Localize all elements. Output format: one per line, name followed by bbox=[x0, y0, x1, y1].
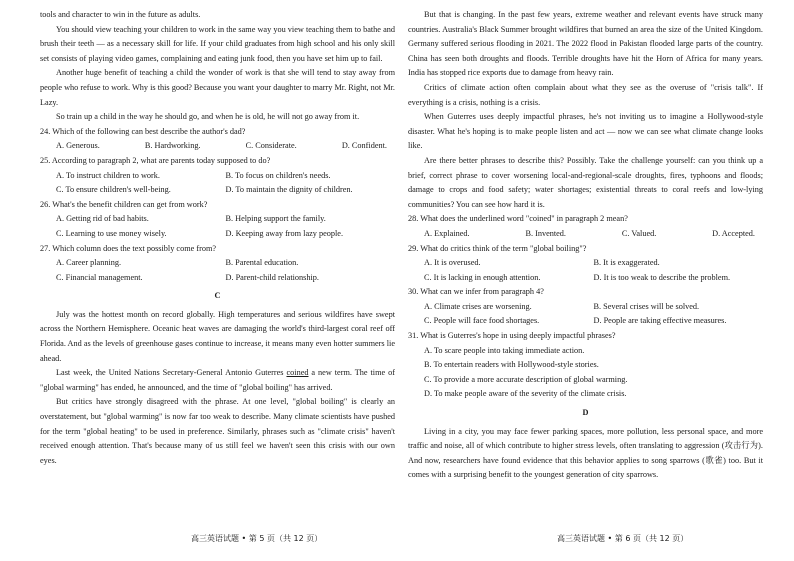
question-26 bbox=[40, 198, 395, 242]
paragraph: Living in a city, you may face fewer parking spaces, more pollution, less personal space, and more traffic and noise, all of which contribute to higher stress levels, often translating to aggression (攻击行为). And now, researchers have found evidence that this behavior applies to song sparrows (歌雀) too. But it comes with a surprising benefit to the youngest generation of city sparrows. bbox=[408, 426, 763, 480]
option-c: C. Valued. bbox=[621, 228, 657, 238]
page-footer-right: 高三英语试题 • 第 6 页（共 12 页） bbox=[557, 534, 689, 543]
page-footer-left: 高三英语试题 • 第 5 页（共 12 页） bbox=[191, 534, 323, 543]
option-d: D. People are taking effective measures. bbox=[593, 316, 727, 326]
options bbox=[40, 256, 395, 285]
question-stem: 27. Which column does the text possibly come from? bbox=[40, 243, 217, 253]
paragraph: So train up a child in the way he should go, and when he is old, he will not go away from it. bbox=[56, 112, 360, 122]
question-30 bbox=[408, 285, 763, 329]
left-column bbox=[40, 8, 395, 468]
option-b: B. Several crises will be solved. bbox=[593, 301, 700, 311]
paragraph: tools and character to win in the future as adults. bbox=[40, 10, 201, 19]
option-b: B. To entertain readers with Hollywood-style stories. bbox=[424, 360, 599, 370]
question-stem: 31. What is Guterres's hope in using deeply impactful phrases? bbox=[408, 331, 616, 341]
paragraph: But critics have strongly disagreed with the phrase. At one level, "global boiling" is clearly an overstatement, but "global warming" is now far too weak to describe. Many climate scientists have pushed for the term "global heating" to be used in preference. Similarly, phrases such as "climate crisis" haven't received enough attention. That's because many of us still feel we haven't seen this crisis with our own eyes. bbox=[40, 397, 395, 465]
section-heading-c: C bbox=[214, 291, 221, 301]
options bbox=[40, 169, 395, 198]
option-c: C. It is lacking in enough attention. bbox=[424, 272, 541, 282]
paragraph: Are there better phrases to describe this? Possibly. Take the challenge yourself: can you think up a brief, correct phrase to cover worsening local-and-regional-scale droughts, fires, typhoons and floods; damage to crops and food safety; water shortages; existential threats to coral reefs and low-lying communities? You can see how hard it is. bbox=[408, 155, 763, 209]
question-25 bbox=[40, 154, 395, 198]
option-d: D. Confident. bbox=[341, 141, 387, 151]
paragraph: But that is changing. In the past few years, extreme weather and relevant events have struck many countries. Australia's Black Summer brought wildfires that burned an area the size of the United Kingdom. Germany suffered serious flooding in 2021. The 2022 flood in Pakistan flooded large parts of the country. China has seen both droughts and floods. Terrible droughts have hit the Horn of Africa for many years. India has stopped rice exports due to damage from heavy rain. bbox=[408, 10, 763, 78]
question-31 bbox=[408, 329, 763, 402]
question-stem: 28. What does the underlined word "coined" in paragraph 2 mean? bbox=[408, 214, 628, 224]
option-a: A. Explained. bbox=[424, 228, 470, 238]
option-a: A. Career planning. bbox=[56, 258, 122, 268]
question-stem: 29. What do critics think of the term "global boiling"? bbox=[408, 243, 587, 253]
option-b: B. It is exaggerated. bbox=[593, 258, 660, 268]
option-c: C. Financial management. bbox=[56, 272, 143, 282]
option-d: D. Keeping away from lazy people. bbox=[225, 228, 344, 238]
option-a: A. Generous. bbox=[56, 141, 100, 151]
question-24 bbox=[40, 125, 395, 154]
option-b: B. Hardworking. bbox=[144, 141, 201, 151]
option-d: D. To make people aware of the severity of the climate crisis. bbox=[424, 389, 627, 399]
option-c: C. To ensure children's well-being. bbox=[56, 185, 171, 195]
paragraph bbox=[40, 366, 395, 395]
paragraph: Critics of climate action often complain about what they see as the overuse of "crisis talk". If everything is a crisis, nothing is a crisis. bbox=[408, 82, 763, 107]
text-run: Last week, the United Nations Secretary-General Antonio Guterres bbox=[56, 368, 287, 378]
option-d: D. Parent-child relationship. bbox=[225, 272, 319, 282]
option-b: B. Parental education. bbox=[225, 258, 299, 268]
paragraph: You should view teaching your children to work in the same way you view teaching them to bathe and brush their teeth — as a necessary skill for life. If your child graduates from high school and his only skill set consists of playing video games, complaining and eating junk food, then you have set him up to fail. bbox=[40, 24, 395, 63]
option-d: D. It is too weak to describe the problem. bbox=[593, 272, 731, 282]
options bbox=[40, 139, 395, 154]
option-b: B. Helping support the family. bbox=[225, 214, 326, 224]
right-column bbox=[408, 8, 763, 483]
underlined-word: coined bbox=[286, 368, 309, 378]
option-a: A. To scare people into taking immediate action. bbox=[424, 345, 585, 355]
option-d: D. To maintain the dignity of children. bbox=[225, 185, 353, 195]
option-c: C. Learning to use money wisely. bbox=[56, 228, 167, 238]
question-stem: 30. What can we infer from paragraph 4? bbox=[408, 287, 544, 297]
option-c: C. People will face food shortages. bbox=[424, 316, 540, 326]
option-d: D. Accepted. bbox=[712, 228, 755, 238]
option-b: B. Invented. bbox=[525, 228, 566, 238]
paragraph: July was the hottest month on record globally. High temperatures and serious wildfires have swept across the Northern Hemisphere. Oceanic heat waves are damaging the world's third-largest coral reef off Florida. And as the levels of greenhouse gases continue to increase, it means many even hotter summers lie ahead. bbox=[40, 309, 395, 363]
text-run: a new term. The time of "global warming" has ended, he announced, and the time of "global boiling" has arrived. bbox=[40, 368, 395, 392]
options bbox=[408, 256, 763, 285]
option-c: C. To provide a more accurate description of global warming. bbox=[424, 374, 628, 384]
options bbox=[408, 227, 763, 242]
option-a: A. Getting rid of bad habits. bbox=[56, 214, 149, 224]
options bbox=[40, 212, 395, 241]
option-a: A. It is overused. bbox=[424, 258, 481, 268]
option-a: A. To instruct children to work. bbox=[56, 170, 160, 180]
options bbox=[408, 300, 763, 329]
option-a: A. Climate crises are worsening. bbox=[424, 301, 532, 311]
question-28 bbox=[408, 212, 763, 241]
question-29 bbox=[408, 242, 763, 286]
question-stem: 24. Which of the following can best describe the author's dad? bbox=[40, 126, 246, 136]
option-c: C. Considerate. bbox=[245, 141, 297, 151]
options bbox=[408, 344, 763, 402]
paragraph: Another huge benefit of teaching a child the wonder of work is that she will tend to stay away from people who refuse to work. Why is this good? Because you want your daughter to marry Mr. Right, not Mr. Lazy. bbox=[40, 68, 395, 107]
question-27 bbox=[40, 242, 395, 286]
option-b: B. To focus on children's needs. bbox=[225, 170, 331, 180]
question-stem: 25. According to paragraph 2, what are parents today supposed to do? bbox=[40, 155, 271, 165]
paragraph: When Guterres uses deeply impactful phrases, he's not inviting us to imagine a Hollywood-style disaster. What he's hoping is to make people listen and act — now we can see what climate change looks like. bbox=[408, 112, 763, 151]
question-stem: 26. What's the benefit children can get from work? bbox=[40, 199, 208, 209]
section-heading-d: D bbox=[582, 408, 589, 418]
